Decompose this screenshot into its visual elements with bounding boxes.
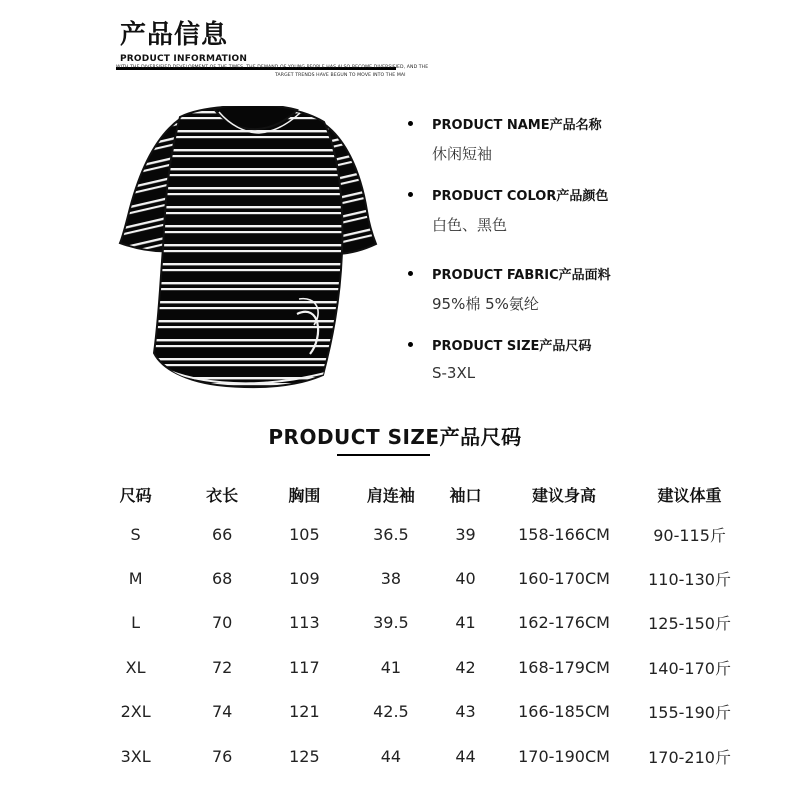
recommended-height-column-header: 建议身高 <box>532 485 597 505</box>
length-cell: 76 <box>211 746 233 766</box>
recommended-weight-cell: 110-130斤 <box>648 570 731 590</box>
length-column-header: 衣长 <box>206 485 239 505</box>
product-fabric-label: PRODUCT FABRIC产品面料 <box>432 268 611 283</box>
shoulder-sleeve-cell: 41 <box>380 657 402 677</box>
cuff-cell: 39 <box>455 524 476 544</box>
product-color-value: 白色、黑色 <box>432 216 508 234</box>
bullet-icon <box>408 271 413 276</box>
recommended-weight-cell: 90-115斤 <box>653 525 726 545</box>
chest-cell: 121 <box>289 702 320 722</box>
shoulder-sleeve-cell: 44 <box>380 746 402 766</box>
table-row <box>88 690 748 734</box>
cuff-cell: 44 <box>455 746 476 766</box>
size-cell: M <box>128 569 143 589</box>
length-cell: 68 <box>211 569 233 589</box>
product-size-value: S-3XL <box>432 364 476 382</box>
chest-cell: 117 <box>289 657 320 677</box>
recommended-weight-cell: 125-150斤 <box>648 614 731 634</box>
recommended-height-cell: 160-170CM <box>518 569 610 589</box>
cuff-cell: 42 <box>455 657 476 677</box>
striped-t-shirt-image <box>118 106 378 406</box>
table-row <box>88 556 748 600</box>
shoulder-sleeve-cell: 36.5 <box>373 524 409 544</box>
size-chart-divider <box>337 454 430 456</box>
length-cell: 74 <box>211 702 233 722</box>
product-name-label: PRODUCT NAME产品名称 <box>432 118 602 133</box>
size-cell: S <box>130 524 141 544</box>
recommended-height-cell: 162-176CM <box>518 613 610 633</box>
bullet-icon <box>408 121 413 126</box>
size-cell: 2XL <box>120 702 151 722</box>
table-header-row <box>88 476 748 512</box>
length-cell: 66 <box>211 524 233 544</box>
length-cell: 72 <box>211 657 233 677</box>
product-size-label: PRODUCT SIZE产品尺码 <box>432 339 592 354</box>
table-row <box>88 645 748 689</box>
shoulder-sleeve-column-header: 肩连袖 <box>366 485 415 505</box>
size-cell: XL <box>125 657 146 677</box>
header-note-line: WITH THE DIVERSIFIED DEVELOPMENT OF THE TIMES, THE DEMAND OF YOUNG PEOPLE HAS ALSO BECOME DIVERSIFIED, AND THE <box>116 65 429 70</box>
bullet-icon <box>408 342 413 347</box>
size-column-header: 尺码 <box>119 485 152 505</box>
recommended-height-cell: 170-190CM <box>518 746 610 766</box>
table-row <box>88 512 748 556</box>
size-chart-table <box>88 476 748 778</box>
chest-column-header: 胸围 <box>288 485 321 505</box>
table-row <box>88 734 748 778</box>
recommended-weight-cell: 140-170斤 <box>648 658 731 678</box>
shoulder-sleeve-cell: 39.5 <box>373 613 409 633</box>
recommended-height-cell: 168-179CM <box>518 657 610 677</box>
size-cell: 3XL <box>120 746 151 766</box>
product-color-label: PRODUCT COLOR产品颜色 <box>432 189 609 204</box>
recommended-height-cell: 166-185CM <box>518 702 610 722</box>
recommended-weight-cell: 155-190斤 <box>648 703 731 723</box>
table-row <box>88 601 748 645</box>
product-name-value: 休闲短袖 <box>432 145 493 163</box>
product-fabric-value: 95%棉 5%氨纶 <box>432 295 539 313</box>
recommended-height-cell: 158-166CM <box>518 524 610 544</box>
cuff-cell: 40 <box>455 569 476 589</box>
product-info-panel <box>408 0 738 400</box>
chest-cell: 109 <box>289 569 320 589</box>
recommended-weight-cell: 170-210斤 <box>648 747 731 767</box>
chest-cell: 125 <box>289 746 320 766</box>
cuff-cell: 41 <box>455 613 476 633</box>
shoulder-sleeve-cell: 42.5 <box>373 702 409 722</box>
shoulder-sleeve-cell: 38 <box>380 569 402 589</box>
cuff-column-header: 袖口 <box>449 485 482 505</box>
bullet-icon <box>408 192 413 197</box>
length-cell: 70 <box>211 613 233 633</box>
size-chart-title: PRODUCT SIZE产品尺码 <box>268 425 522 449</box>
chest-cell: 113 <box>289 613 320 633</box>
size-cell: L <box>131 613 141 633</box>
page-subtitle: PRODUCT INFORMATION <box>120 54 248 64</box>
page-title: 产品信息 <box>120 20 229 50</box>
header-note-line: TARGET TRENDS HAVE BEGUN TO MOVE INTO THE MAI <box>275 73 406 78</box>
cuff-cell: 43 <box>455 702 476 722</box>
chest-cell: 105 <box>289 524 320 544</box>
recommended-weight-column-header: 建议体重 <box>657 485 722 505</box>
striped-t-shirt-icon <box>118 106 378 406</box>
